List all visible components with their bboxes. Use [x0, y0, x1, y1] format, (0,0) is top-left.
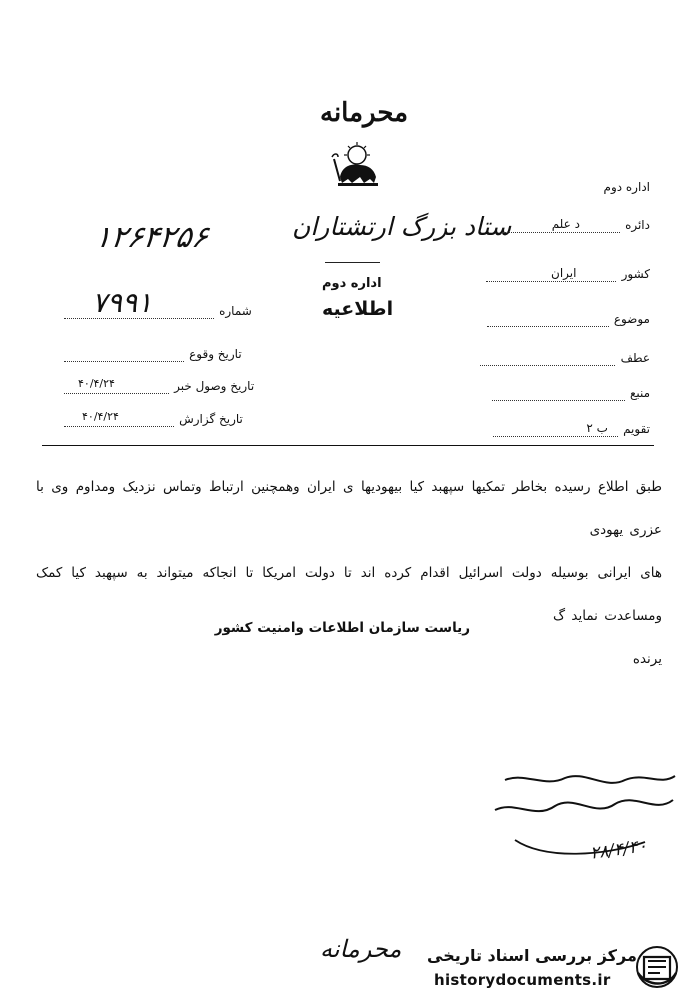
watermark-url[interactable]: historydocuments.ir: [434, 971, 611, 989]
event-date-label: تاریخ وقوع: [189, 347, 242, 361]
subject-field: [487, 308, 650, 327]
lion-and-sun-emblem-icon: [330, 137, 382, 193]
title-divider: [325, 262, 380, 263]
report-date-field: [64, 408, 243, 427]
handwritten-code: ۱۲۶۴۲۵۶: [92, 220, 211, 255]
receipt-date-value: ۴۰/۴/۲۴: [78, 377, 115, 390]
number-field: [64, 286, 252, 319]
office-label: اداره دوم: [603, 180, 650, 194]
notice-body: [36, 466, 662, 681]
number-label: شماره: [219, 304, 252, 318]
archive-logo-icon: [634, 943, 680, 991]
document-type-heading: اطلاعیه: [322, 298, 394, 320]
reference-field: [480, 347, 650, 366]
organization-title: ستاد بزرگ ارتشتاران: [292, 212, 512, 241]
number-value: ۷۹۹۱: [92, 286, 153, 319]
report-date-value: ۴۰/۴/۲۴: [82, 410, 119, 423]
signature-office: ریاست سازمان اطلاعات وامنیت کشور: [214, 620, 470, 636]
country-field: [486, 263, 650, 282]
header-divider: [42, 445, 654, 446]
division-field: [502, 214, 650, 233]
handwritten-classification: محرمانه: [320, 935, 402, 963]
body-line-3: یرنده: [632, 651, 662, 667]
evaluation-value: ب ۲: [586, 421, 608, 435]
receipt-date-field: [64, 375, 254, 394]
report-date-label: تاریخ گزارش: [179, 412, 243, 426]
classification-stamp: محرمانه: [320, 98, 409, 128]
country-value: ایران: [551, 266, 577, 280]
body-line-1: طبق اطلاع رسیده بخاطر تمکیها سپهبد کیا بیهودیها ی ایران وهمچنین ارتباط وتماس نزدیک ومداوم وی با عزری یهودی: [36, 479, 662, 538]
reference-label: عطف: [620, 351, 650, 365]
handwritten-date: ۲۸/۴/۴۰: [588, 836, 649, 864]
source-label: منبع: [629, 386, 650, 400]
subject-label: موضوع: [613, 312, 650, 326]
department-heading: اداره دوم: [322, 276, 382, 291]
evaluation-field: [493, 418, 650, 437]
event-date-value: [64, 349, 184, 362]
evaluation-label: تقویم: [623, 422, 650, 436]
body-line-2: های ایرانی بوسیله دولت اسرائیل اقدام کرده اند تا دولت امریکا تا انجاکه میتواند به سپهبد کیا کمک ومساعدت نماید گ: [36, 565, 662, 624]
receipt-date-label: تاریخ وصول خبر: [174, 379, 255, 393]
country-label: کشور: [621, 267, 650, 281]
division-value: د علم: [551, 217, 580, 231]
watermark-name: مرکز بررسی اسناد تاریخی: [427, 946, 637, 965]
handwritten-note-scribble: [485, 770, 685, 860]
division-label: دائره: [625, 218, 650, 232]
source-field: [492, 382, 650, 401]
event-date-field: [64, 343, 242, 362]
